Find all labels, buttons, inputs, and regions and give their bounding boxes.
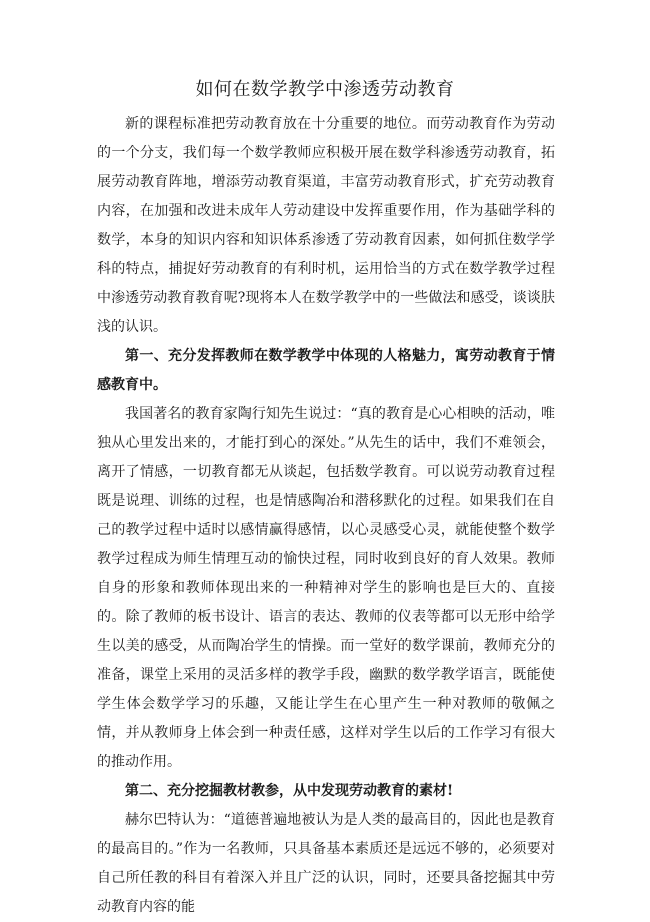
document-title: 如何在数学教学中渗透劳动教育	[195, 79, 455, 100]
section-heading-1: 第一、充分发挥教师在数学教学中体现的人格魅力，寓劳动教育于情感教育中。	[97, 348, 555, 393]
paragraph-intro: 新的课程标准把劳动教育放在十分重要的地位。而劳动教育作为劳动的一个分支，我们每一个数学教师应积极开展在数学科渗透劳动教育，拓展劳动教育阵地，增添劳动教育渠道，丰富劳动教育形式，扩充劳动教育内容，在加强和改进未成年人劳动建设中发挥重要作用，作为基础学科的数学，本身的知识内容和知识体系渗透了劳动教育因素，如何抓住数学学科的特点，捕捉好劳动教育的有利时机，运用恰当的方式在数学教学过程中渗透劳动教育教育呢?现将本人在数学教学中的一些做法和感受，谈谈肤浅的认识。	[97, 116, 555, 335]
paragraph-section-2: 赫尔巴特认为：“道德普遍地被认为是人类的最高目的，因此也是教育的最高目的。”作为一名教师，只具备基本素质还是远远不够的，必须要对自己所任教的科目有着深入并且广泛的认识，同时，还要具备挖掘其中劳动教育内容的能	[97, 812, 555, 915]
document-body	[97, 110, 555, 922]
paragraph-section-1: 我国著名的教育家陶行知先生说过：“真的教育是心心相映的活动，唯独从心里发出来的，才能打到心的深处。”从先生的话中，我们不难领会，离开了情感，一切教育都无从谈起，包括数学教育。可以说劳动教育过程既是说理、训练的过程，也是情感陶冶和潜移默化的过程。如果我们在自己的教学过程中适时以感情赢得感情，以心灵感受心灵，就能使整个数学教学过程成为师生情理互动的愉快过程，同时收到良好的育人效果。教师自身的形象和教师体现出来的一种精神对学生的影响也是巨大的、直接的。除了教师的板书设计、语言的表达、教师的仪表等都可以无形中给学生以美的感受，从而陶冶学生的情操。而一堂好的数学课前，教师充分的准备，课堂上采用的灵活多样的教学手段，幽默的数学教学语言，既能使学生体会数学学习的乐趣，又能让学生在心里产生一种对教师的敬佩之情，并从教师身上体会到一种责任感，这样对学生以后的工作学习有很大的推动作用。	[97, 406, 555, 770]
section-heading-2: 第二、充分挖掘教材教参，从中发现劳动教育的素材!	[125, 783, 454, 799]
